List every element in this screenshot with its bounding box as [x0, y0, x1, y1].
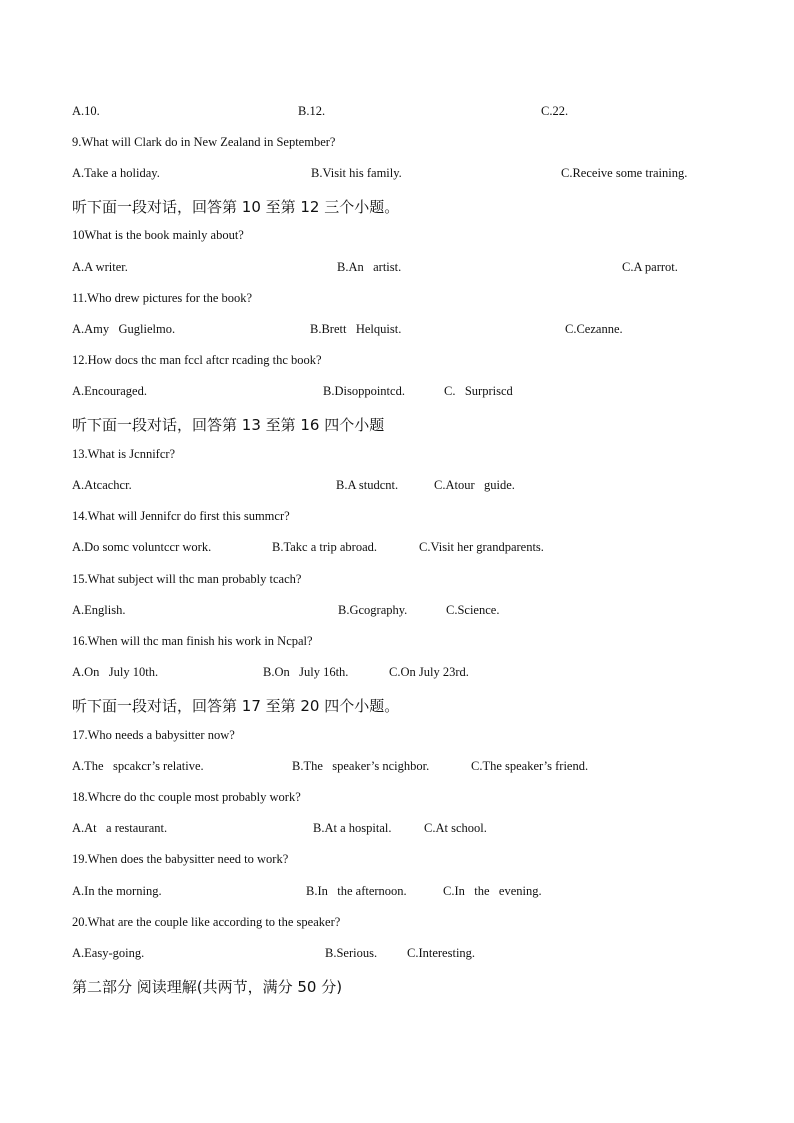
q16-option-c: C.On July 23rd.: [389, 665, 469, 679]
q8-option-a: A.10.: [72, 104, 100, 118]
q15-option-b: B.Gcography.: [338, 603, 408, 617]
q13-option-c: C.Atour guide.: [434, 478, 515, 492]
q14-option-b: B.Takc a trip abroad.: [272, 540, 377, 554]
q20-option-b: B.Serious.: [325, 946, 378, 960]
q19-question: 19.When does the babysitter need to work?: [72, 852, 289, 866]
section-heading-10-12: 听下面一段对话，回答第 10 至第 12 三个小题。: [72, 198, 400, 216]
q11-option-a: A.Amy Guglielmo.: [72, 322, 176, 336]
q17-option-c: C.The speaker’s friend.: [471, 759, 589, 773]
part2-heading: 第二部分 阅读理解(共两节，满分 50 分): [72, 978, 343, 996]
q10-option-b: B.An artist.: [337, 260, 402, 274]
q17-option-a: A.The spcakcr’s relative.: [72, 759, 204, 773]
q18-option-a: A.At a restaurant.: [72, 821, 168, 835]
q12-option-b: B.Disoppointcd.: [323, 384, 405, 398]
q10-question: 10What is the book mainly about?: [72, 228, 244, 242]
q19-option-b: B.In the afternoon.: [306, 884, 407, 898]
q8-option-b: B.12.: [298, 104, 326, 118]
q20-question: 20.What are the couple like according to the speaker?: [72, 915, 341, 929]
q17-question: 17.Who needs a babysitter now?: [72, 728, 235, 742]
q16-question: 16.When will thc man finish his work in Ncpal?: [72, 634, 313, 648]
q13-option-b: B.A studcnt.: [336, 478, 399, 492]
q19-option-a: A.In the morning.: [72, 884, 162, 898]
q18-question: 18.Whcre do thc couple most probably work?: [72, 790, 301, 804]
q9-option-c: C.Receive some training.: [561, 166, 688, 180]
q20-option-a: A.Easy-going.: [72, 946, 145, 960]
q12-question: 12.How docs thc man fccl aftcr rcading thc book?: [72, 353, 322, 367]
q13-question: 13.What is Jcnnifcr?: [72, 447, 176, 461]
q14-option-a: A.Do somc voluntccr work.: [72, 540, 212, 554]
q11-question: 11.Who drew pictures for the book?: [72, 291, 253, 305]
q15-question: 15.What subject will thc man probably tcach?: [72, 572, 302, 586]
q14-question: 14.What will Jennifcr do first this summcr?: [72, 509, 290, 523]
q19-option-c: C.In the evening.: [443, 884, 542, 898]
q11-option-c: C.Cezanne.: [565, 322, 623, 336]
q15-option-c: C.Science.: [446, 603, 500, 617]
q9-option-a: A.Take a holiday.: [72, 166, 160, 180]
q20-option-c: C.Interesting.: [407, 946, 476, 960]
q8-option-c: C.22.: [541, 104, 569, 118]
q14-option-c: C.Visit her grandparents.: [419, 540, 544, 554]
q12-option-c: C. Surpriscd: [444, 384, 513, 398]
q11-option-b: B.Brett Helquist.: [310, 322, 402, 336]
q16-option-b: B.On July 16th.: [263, 665, 349, 679]
q16-option-a: A.On July 10th.: [72, 665, 159, 679]
q10-option-c: C.A parrot.: [622, 260, 678, 274]
q15-option-a: A.English.: [72, 603, 126, 617]
q18-option-b: B.At a hospital.: [313, 821, 392, 835]
q18-option-c: C.At school.: [424, 821, 487, 835]
q12-option-a: A.Encouraged.: [72, 384, 147, 398]
q10-option-a: A.A writer.: [72, 260, 128, 274]
q9-question: 9.What will Clark do in New Zealand in September?: [72, 135, 336, 149]
q13-option-a: A.Atcachcr.: [72, 478, 132, 492]
q9-option-b: B.Visit his family.: [311, 166, 402, 180]
q17-option-b: B.The speaker’s ncighbor.: [292, 759, 430, 773]
section-heading-13-16: 听下面一段对话，回答第 13 至第 16 四个小题: [72, 416, 385, 434]
section-heading-17-20: 听下面一段对话，回答第 17 至第 20 四个小题。: [72, 697, 400, 715]
